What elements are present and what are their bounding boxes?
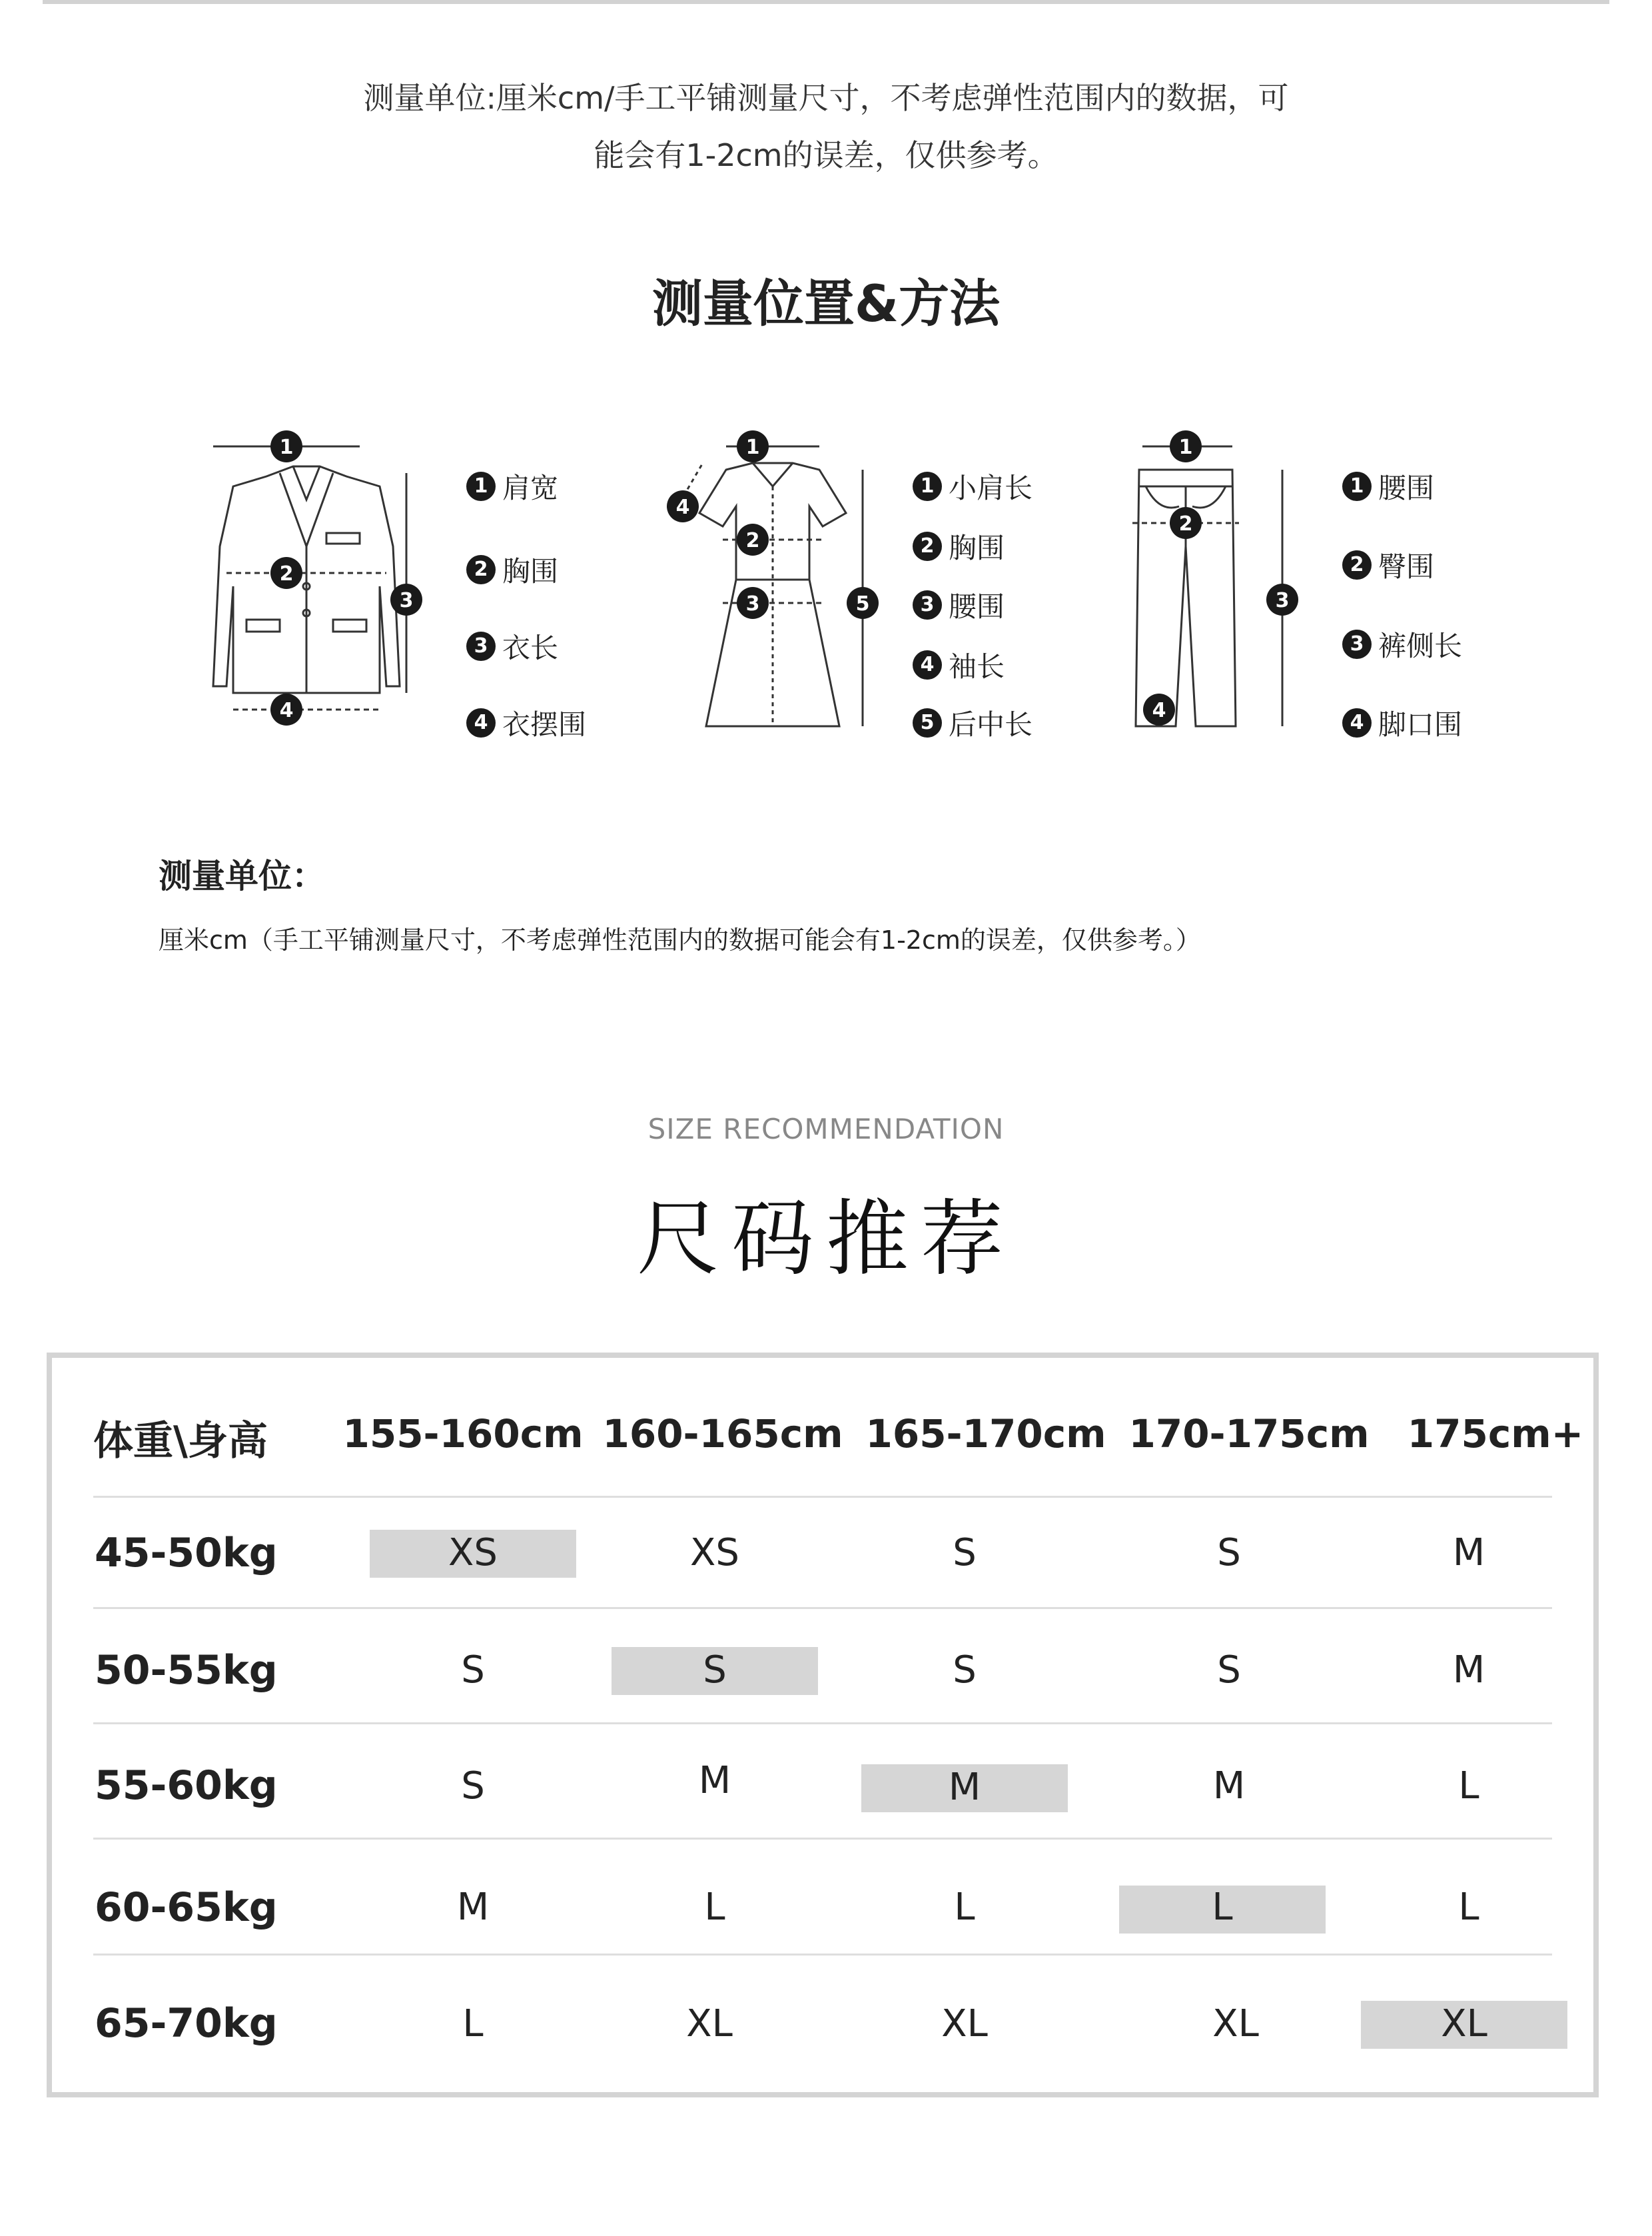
pants-legend-num-4: 4 bbox=[1342, 708, 1372, 738]
unit-title: 测量单位： bbox=[159, 857, 325, 895]
row-divider bbox=[93, 1722, 1552, 1724]
jacket-marker-3: 3 bbox=[399, 589, 414, 612]
size-table bbox=[47, 1353, 1599, 2097]
pants-marker-1: 1 bbox=[1178, 436, 1193, 459]
pants-marker-4: 4 bbox=[1152, 699, 1166, 722]
jacket-illustration bbox=[180, 413, 433, 746]
dress-legend-num-2: 2 bbox=[913, 532, 942, 561]
size-cell: S bbox=[1217, 1648, 1241, 1692]
pants-legend-num-2: 2 bbox=[1342, 550, 1372, 580]
size-cell: L bbox=[1458, 1886, 1479, 1929]
row-label: 45-50kg bbox=[95, 1530, 278, 1576]
size-cell: M bbox=[1452, 1648, 1485, 1692]
row-divider bbox=[93, 1954, 1552, 1956]
row-label: 50-55kg bbox=[95, 1647, 278, 1694]
column-header: 155-160cm bbox=[342, 1411, 584, 1456]
pants-legend-label: 臀围 bbox=[1378, 550, 1435, 583]
pants-marker-2: 2 bbox=[1178, 512, 1193, 536]
size-cell: S bbox=[953, 1648, 977, 1692]
table-corner-header: 体重\身高 bbox=[93, 1418, 268, 1464]
dress-legend-label: 后中长 bbox=[949, 708, 1033, 741]
dress-marker-3: 3 bbox=[745, 592, 760, 616]
jacket-legend-label: 肩宽 bbox=[502, 472, 559, 504]
size-cell: L bbox=[954, 1886, 975, 1929]
column-header: 175cm+ bbox=[1407, 1411, 1584, 1456]
pants-legend-num-1: 1 bbox=[1342, 472, 1372, 501]
method-title: 测量位置&方法 bbox=[651, 274, 1001, 333]
size-cell: L bbox=[1212, 1886, 1233, 1929]
size-section-subtitle: SIZE RECOMMENDATION bbox=[647, 1113, 1005, 1145]
dress-marker-2: 2 bbox=[745, 529, 760, 552]
dress-marker-4: 4 bbox=[675, 496, 690, 519]
dress-illustration bbox=[653, 413, 893, 746]
jacket-legend-label: 胸围 bbox=[502, 555, 559, 588]
row-label: 65-70kg bbox=[95, 2000, 278, 2047]
column-header: 160-165cm bbox=[602, 1411, 843, 1456]
size-cell: XL bbox=[1212, 2002, 1259, 2045]
row-divider bbox=[93, 1496, 1552, 1498]
dress-legend-label: 小肩长 bbox=[949, 472, 1033, 504]
dress-legend-num-3: 3 bbox=[913, 590, 942, 620]
jacket-legend-num-2: 2 bbox=[466, 555, 496, 584]
pants-legend-label: 腰围 bbox=[1378, 472, 1435, 504]
dress-legend-label: 袖长 bbox=[949, 650, 1005, 683]
size-cell: XL bbox=[686, 2002, 733, 2045]
size-cell: M bbox=[456, 1886, 490, 1929]
dress-legend-num-5: 5 bbox=[913, 708, 942, 738]
pants-legend-label: 脚口围 bbox=[1378, 708, 1463, 741]
size-cell: M bbox=[948, 1766, 981, 1809]
size-cell: M bbox=[698, 1759, 731, 1802]
size-cell: XL bbox=[941, 2002, 988, 2045]
size-cell: L bbox=[704, 1886, 725, 1929]
dress-legend-label: 胸围 bbox=[949, 532, 1005, 564]
jacket-legend-label: 衣长 bbox=[502, 632, 559, 664]
row-divider bbox=[93, 1838, 1552, 1840]
size-cell: L bbox=[1458, 1764, 1479, 1808]
dress-legend-label: 腰围 bbox=[949, 590, 1005, 623]
intro-line-2: 能会有1-2cm的误差，仅供参考。 bbox=[594, 137, 1058, 173]
size-cell: S bbox=[461, 1648, 485, 1692]
column-header: 170-175cm bbox=[1128, 1411, 1370, 1456]
pants-marker-3: 3 bbox=[1275, 589, 1290, 612]
size-cell: S bbox=[953, 1531, 977, 1574]
top-divider bbox=[43, 0, 1609, 4]
pants-legend-label: 裤侧长 bbox=[1378, 630, 1463, 662]
dress-legend-num-4: 4 bbox=[913, 650, 942, 680]
jacket-marker-2: 2 bbox=[279, 562, 294, 586]
size-cell: S bbox=[703, 1648, 727, 1692]
jacket-legend-label: 衣摆围 bbox=[502, 708, 587, 741]
intro-line-1: 测量单位:厘米cm/手工平铺测量尺寸，不考虑弹性范围内的数据，可 bbox=[363, 80, 1289, 116]
jacket-legend-num-1: 1 bbox=[466, 472, 496, 501]
row-label: 55-60kg bbox=[95, 1762, 278, 1809]
size-cell: L bbox=[462, 2002, 484, 2045]
row-label: 60-65kg bbox=[95, 1884, 278, 1931]
size-cell: XL bbox=[1441, 2002, 1487, 2045]
dress-marker-1: 1 bbox=[745, 436, 760, 459]
size-cell: M bbox=[1452, 1531, 1485, 1574]
unit-description: 厘米cm（手工平铺测量尺寸，不考虑弹性范围内的数据可能会有1-2cm的误差，仅供参考。） bbox=[159, 925, 1201, 955]
size-cell: M bbox=[1212, 1764, 1246, 1808]
jacket-legend-num-4: 4 bbox=[466, 708, 496, 738]
jacket-marker-1: 1 bbox=[279, 436, 294, 459]
dress-legend-num-1: 1 bbox=[913, 472, 942, 501]
size-cell: S bbox=[461, 1764, 485, 1808]
pants-legend-num-3: 3 bbox=[1342, 630, 1372, 659]
size-cell: XS bbox=[448, 1531, 498, 1574]
dress-marker-5: 5 bbox=[855, 592, 870, 616]
column-header: 165-170cm bbox=[865, 1411, 1106, 1456]
row-divider bbox=[93, 1607, 1552, 1609]
size-section-title: 尺码推荐 bbox=[636, 1191, 1015, 1287]
jacket-marker-4: 4 bbox=[279, 699, 294, 722]
size-cell: S bbox=[1217, 1531, 1241, 1574]
pants-illustration bbox=[1106, 413, 1319, 746]
size-cell: XS bbox=[690, 1531, 739, 1574]
jacket-legend-num-3: 3 bbox=[466, 632, 496, 661]
